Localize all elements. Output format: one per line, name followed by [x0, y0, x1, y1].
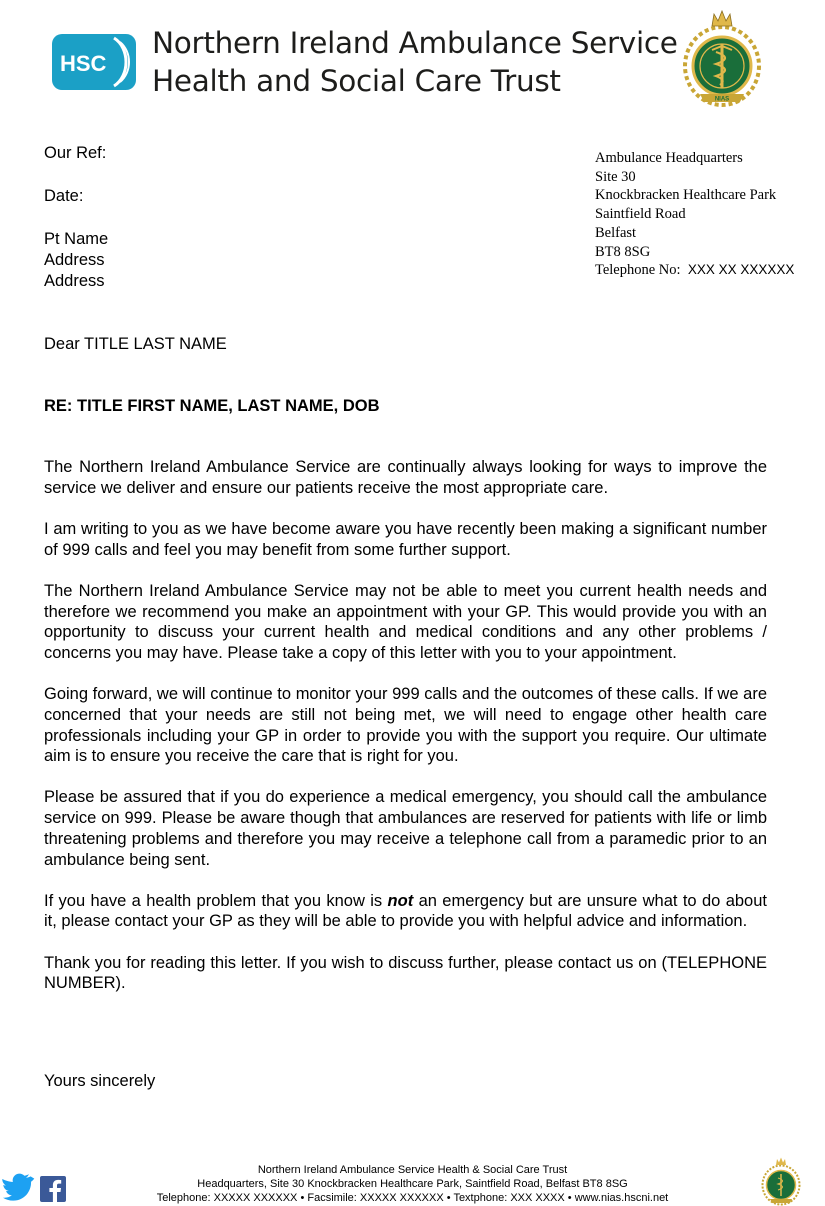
- sender-address-line: Ambulance Headquarters: [595, 150, 743, 166]
- our-ref-label: Our Ref:: [44, 144, 107, 162]
- patient-name-field: Pt Name: [44, 230, 109, 248]
- hsc-logo: [52, 34, 136, 90]
- paragraph-reason: I am writing to you as we have become aware you have recently been making a significant number of 999 calls and feel you may benefit from some further support.: [44, 519, 767, 559]
- telephone-value: XXX XX XXXXXX: [687, 262, 795, 278]
- footer-address: Headquarters, Site 30 Knockbracken Healthcare Park, Saintfield Road, Belfast BT8 8SG: [197, 1178, 628, 1190]
- nias-badge-icon: [682, 8, 762, 108]
- paragraph-text: If you have a health problem that you know is: [44, 891, 388, 910]
- sender-address-line: Belfast: [595, 224, 637, 241]
- paragraph-text: an emergency but are unsure what to do about it, please contact your GP as they will be able to provide you with helpful advice and information.: [44, 891, 767, 931]
- address-field-2: Address: [44, 272, 105, 290]
- date-label: Date:: [44, 187, 84, 205]
- footer-contact-details: Telephone: XXXXX XXXXXX • Facsimile: XXXXX XXXXXX • Textphone: XXX XXXX • www.nias.hscni.net: [156, 1192, 669, 1204]
- paragraph-intro: The Northern Ireland Ambulance Service are continually always looking for ways to improve the service we deliver and ensure our patients receive the most appropriate care.: [44, 458, 767, 497]
- nias-footer-badge-icon: [758, 1156, 804, 1206]
- sender-address-line: Knockbracken Healthcare Park: [595, 187, 777, 204]
- organisation-title: [152, 24, 678, 100]
- address-field-1: Address: [44, 251, 105, 269]
- org-title-line1: Northern Ireland Ambulance Service: [152, 26, 678, 60]
- sender-address-line: Site 30: [595, 168, 636, 185]
- paragraph-contact: Thank you for reading this letter. If you wish to discuss further, please contact us on (TELEPHONE NUMBER).: [44, 953, 767, 993]
- footer-trust-name: Northern Ireland Ambulance Service Health & Social Care Trust: [257, 1164, 568, 1176]
- telephone-label: Telephone No:: [595, 262, 681, 279]
- paragraph-gp-recommendation: The Northern Ireland Ambulance Service may not be able to meet you current health needs and therefore we recommend you make an appointment with your GP. This would provide you with an opportunity to discuss your current health and medical conditions and any other problems / concerns you may have. Please take a copy of this letter with you to your appointment.: [44, 581, 767, 662]
- paragraph-non-emergency: [44, 891, 767, 932]
- paragraph-monitoring: Going forward, we will continue to monitor your 999 calls and the outcomes of these calls. If we are concerned that your needs are still not being met, we will need to engage other health care professionals including your GP in order to provide you with the support you require. Our ultimate aim is to ensure you receive the care that is right for you.: [44, 685, 767, 766]
- emphasis-not: not: [387, 891, 414, 910]
- subject-line: RE: TITLE FIRST NAME, LAST NAME, DOB: [44, 397, 380, 415]
- sender-telephone: [595, 261, 794, 280]
- hsc-logo-text: HSC: [60, 51, 107, 76]
- paragraph-emergency: Please be assured that if you do experience a medical emergency, you should call the ambulance service on 999. Please be aware though that ambulances are reserved for patients with life or limb threatening problems and therefore you may receive a telephone call from a paramedic prior to an ambulance being sent.: [44, 788, 767, 869]
- org-title-line2: Health and Social Care Trust: [152, 64, 561, 98]
- footer: [0, 1163, 825, 1205]
- sender-address-line: Saintfield Road: [595, 206, 686, 223]
- letter-body: [44, 457, 767, 1015]
- sender-address: [595, 149, 794, 280]
- sign-off: Yours sincerely: [44, 1072, 156, 1090]
- salutation: Dear TITLE LAST NAME: [44, 335, 227, 353]
- recipient-block: [44, 229, 108, 292]
- badge-ribbon-text: NIAS: [714, 96, 730, 103]
- sender-address-line: BT8 8SG: [595, 243, 651, 260]
